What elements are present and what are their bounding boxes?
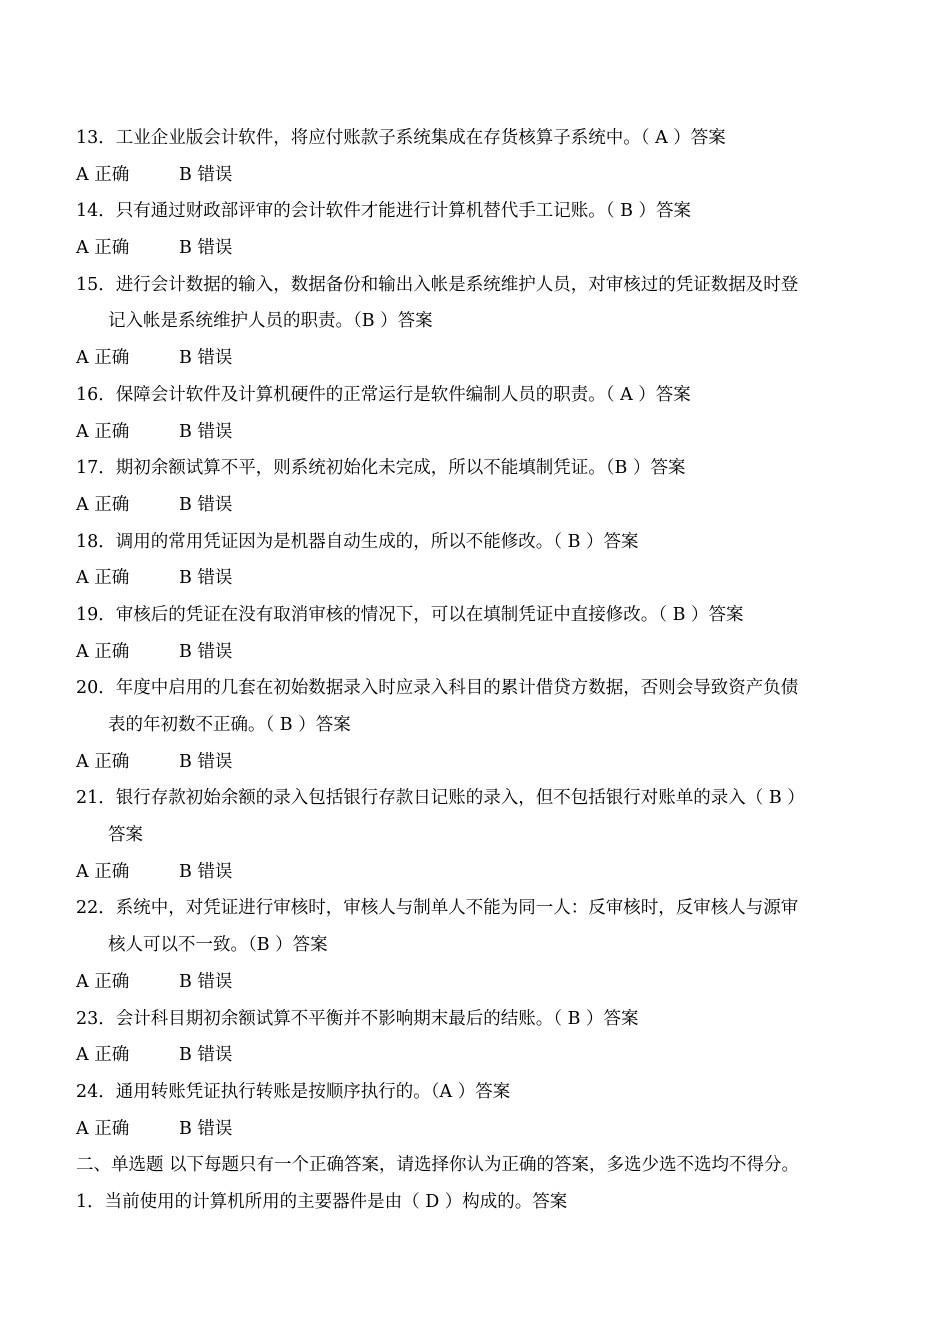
option-b: B 错误: [179, 751, 233, 772]
question-22: [76, 890, 878, 963]
answer-options: [76, 560, 878, 597]
option-b: B 错误: [179, 421, 233, 442]
answer-options: [76, 230, 878, 267]
question-list: [76, 120, 878, 1221]
question-number: 21．: [76, 788, 116, 809]
option-b: B 错误: [179, 164, 233, 185]
option-a: A 正确: [76, 751, 130, 772]
question-14: [76, 193, 878, 230]
answer-options: [76, 157, 878, 194]
question-17: [76, 450, 878, 487]
option-b: B 错误: [179, 641, 233, 662]
option-a: A 正确: [76, 421, 130, 442]
question-text: 期初余额试算不平，则系统初始化未完成，所以不能填制凭证。（B ）答案: [115, 458, 686, 479]
option-b: B 错误: [179, 861, 233, 882]
question-number: 19．: [76, 604, 116, 625]
single-choice-question-1: [76, 1184, 878, 1221]
option-a: A 正确: [76, 1118, 130, 1139]
question-number: 15．: [76, 274, 116, 295]
question-number: 24．: [76, 1081, 116, 1102]
question-text: 保障会计软件及计算机硬件的正常运行是软件编制人员的职责。（ A ）答案: [115, 384, 691, 405]
answer-options: [76, 744, 878, 781]
option-b: B 错误: [179, 494, 233, 515]
answer-options: [76, 487, 878, 524]
question-text-continued: 核人可以不一致。（B ）答案: [108, 935, 328, 956]
question-15: [76, 267, 878, 340]
option-a: A 正确: [76, 861, 130, 882]
option-b: B 错误: [179, 348, 233, 369]
answer-options: [76, 1037, 878, 1074]
answer-options: [76, 634, 878, 671]
question-text: 审核后的凭证在没有取消审核的情况下，可以在填制凭证中直接修改。（ B ）答案: [115, 604, 744, 625]
question-text: 工业企业版会计软件，将应付账款子系统集成在存货核算子系统中。（ A ）答案: [115, 128, 726, 148]
option-b: B 错误: [179, 971, 233, 992]
answer-options: [76, 964, 878, 1001]
option-b: B 错误: [179, 238, 233, 259]
question-text: 当前使用的计算机所用的主要器件是由（ D ）构成的。答案: [104, 1191, 568, 1212]
question-text: 只有通过财政部评审的会计软件才能进行计算机替代手工记账。（ B ）答案: [115, 201, 692, 222]
answer-options: [76, 414, 878, 451]
question-text: 进行会计数据的输入，数据备份和输出入帐是系统维护人员，对审核过的凭证数据及时登: [115, 274, 799, 295]
option-a: A 正确: [76, 238, 130, 259]
option-b: B 错误: [179, 568, 233, 589]
question-number: 18．: [76, 531, 116, 552]
question-13: [76, 120, 878, 157]
question-24: [76, 1074, 878, 1111]
question-number: 23．: [76, 1008, 116, 1029]
question-text-continued: 答案: [108, 825, 143, 846]
question-18: [76, 524, 878, 561]
question-number: 16．: [76, 384, 116, 405]
question-text: 年度中启用的几套在初始数据录入时应录入科目的累计借贷方数据，否则会导致资产负债: [115, 678, 799, 699]
option-a: A 正确: [76, 568, 130, 589]
option-a: A 正确: [76, 164, 130, 185]
question-number: 20．: [76, 678, 116, 699]
section-heading: 二、单选题 以下每题只有一个正确答案，请选择你认为正确的答案，多选少选不选均不得分。: [76, 1155, 800, 1176]
question-text: 银行存款初始余额的录入包括银行存款日记账的录入，但不包括银行对账单的录入（ B ）: [115, 788, 805, 809]
question-text: 系统中，对凭证进行审核时，审核人与制单人不能为同一人：反审核时，反审核人与源审: [115, 898, 799, 919]
question-number: 1．: [76, 1191, 105, 1212]
question-16: [76, 377, 878, 414]
option-b: B 错误: [179, 1045, 233, 1066]
answer-options: [76, 854, 878, 891]
option-a: A 正确: [76, 348, 130, 369]
option-a: A 正确: [76, 494, 130, 515]
option-a: A 正确: [76, 1045, 130, 1066]
option-a: A 正确: [76, 641, 130, 662]
question-number: 17．: [76, 458, 116, 479]
question-20: [76, 670, 878, 743]
question-text-continued: 记入帐是系统维护人员的职责。（B ）答案: [108, 311, 433, 332]
option-a: A 正确: [76, 971, 130, 992]
answer-options: [76, 1111, 878, 1148]
option-b: B 错误: [179, 1118, 233, 1139]
question-text-continued: 表的年初数不正确。（ B ）答案: [108, 715, 351, 735]
question-number: 22．: [76, 898, 116, 919]
question-text: 调用的常用凭证因为是机器自动生成的，所以不能修改。（ B ）答案: [115, 531, 639, 552]
question-text: 通用转账凭证执行转账是按顺序执行的。（A ）答案: [115, 1081, 511, 1102]
answer-options: [76, 340, 878, 377]
question-number: 13．: [76, 128, 116, 148]
question-text: 会计科目期初余额试算不平衡并不影响期末最后的结账。（ B ）答案: [115, 1008, 639, 1029]
question-19: [76, 597, 878, 634]
question-21: [76, 780, 878, 853]
question-23: [76, 1001, 878, 1038]
question-number: 14．: [76, 201, 116, 222]
